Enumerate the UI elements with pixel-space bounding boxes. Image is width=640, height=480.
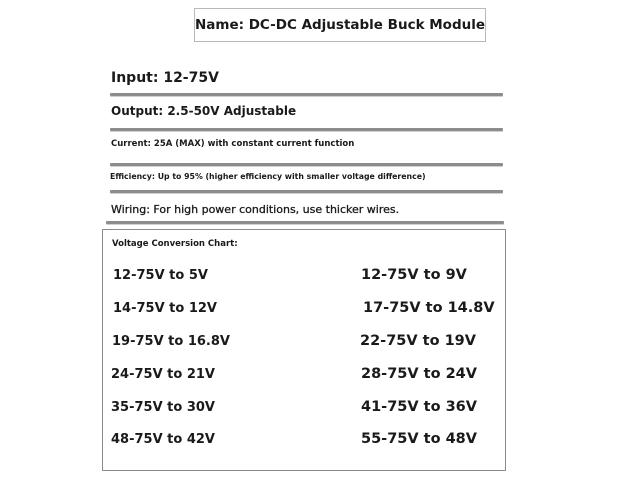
conversion-right-4: 28-75V to 24V bbox=[361, 366, 477, 382]
conversion-left-5: 35-75V to 30V bbox=[111, 400, 215, 415]
divider bbox=[110, 163, 503, 166]
divider bbox=[106, 221, 504, 224]
divider bbox=[110, 190, 503, 193]
spec-output: Output: 2.5-50V Adjustable bbox=[111, 104, 297, 118]
conversion-left-3: 19-75V to 16.8V bbox=[112, 334, 230, 349]
conversion-left-4: 24-75V to 21V bbox=[111, 367, 215, 382]
conversion-right-5: 41-75V to 36V bbox=[361, 399, 477, 415]
conversion-left-1: 12-75V to 5V bbox=[113, 268, 208, 283]
divider bbox=[110, 93, 503, 96]
voltage-conversion-chart bbox=[102, 229, 506, 471]
conversion-right-3: 22-75V to 19V bbox=[360, 333, 476, 349]
conversion-right-6: 55-75V to 48V bbox=[361, 431, 477, 447]
conversion-left-6: 48-75V to 42V bbox=[111, 432, 215, 447]
product-title-box bbox=[194, 8, 486, 42]
spec-wiring: Wiring: For high power conditions, use thicker wires. bbox=[111, 203, 400, 216]
chart-title: Voltage Conversion Chart: bbox=[112, 239, 238, 249]
conversion-left-2: 14-75V to 12V bbox=[113, 301, 217, 316]
conversion-right-1: 12-75V to 9V bbox=[361, 267, 467, 283]
conversion-right-2: 17-75V to 14.8V bbox=[363, 300, 495, 316]
spec-input: Input: 12-75V bbox=[111, 70, 219, 86]
divider bbox=[110, 128, 503, 131]
spec-efficiency: Efficiency: Up to 95% (higher efficiency with smaller voltage difference) bbox=[110, 172, 426, 181]
spec-current: Current: 25A (MAX) with constant current function bbox=[111, 139, 355, 149]
product-title: Name: DC-DC Adjustable Buck Module bbox=[195, 17, 486, 33]
